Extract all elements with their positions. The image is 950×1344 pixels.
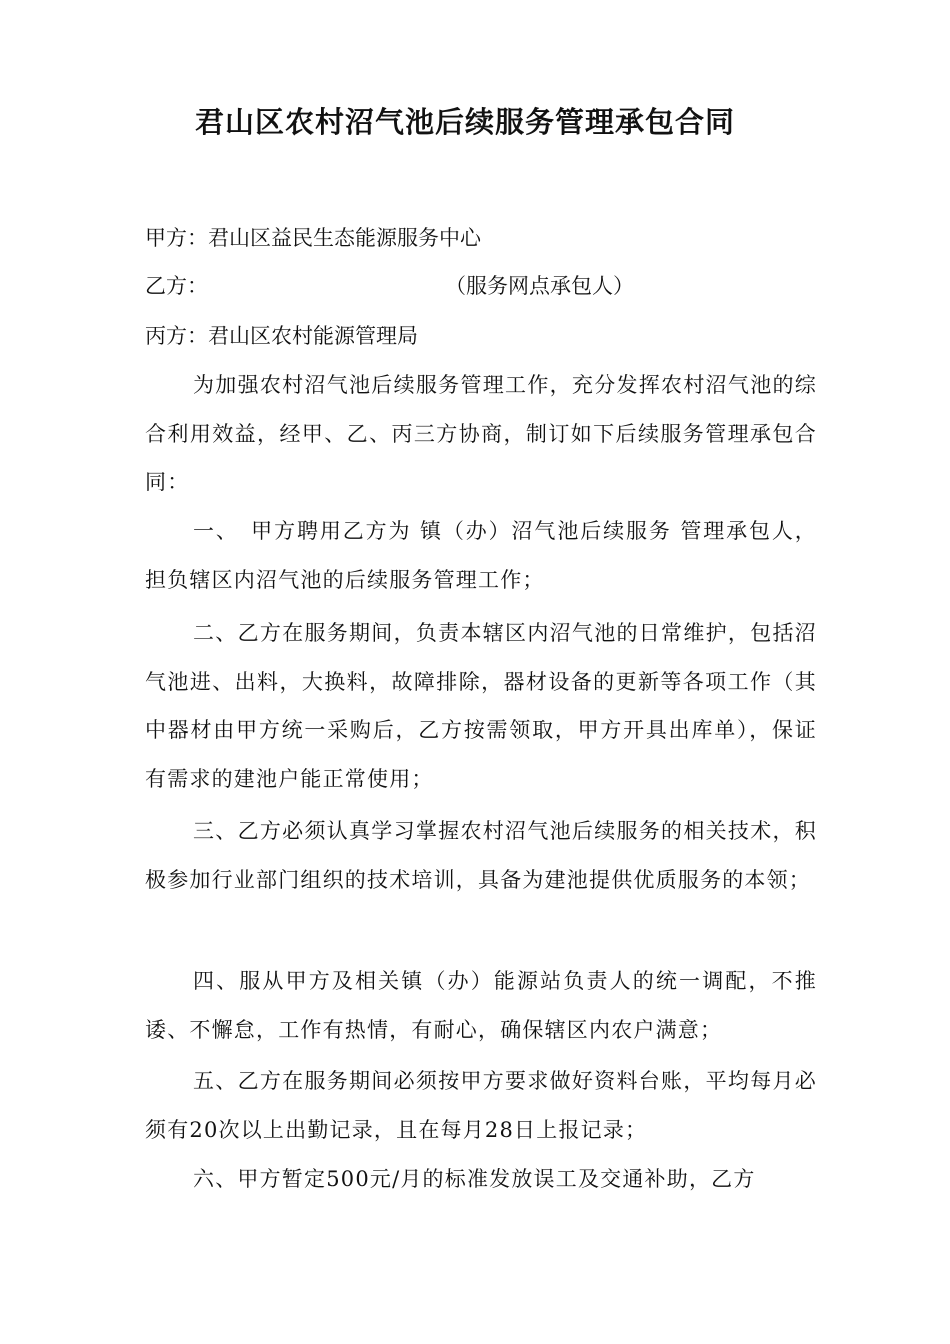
paragraph-clause-2: 二、乙方在服务期间，负责本辖区内沼气池的日常维护，包括沼气池进、出料，大换料，故障排除，器材设备的更新等各项工作（其中器材由甲方统一采购后，乙方按需领取，甲方开具出库单），保证有需求的建池户能正常使用； <box>145 621 817 791</box>
paragraph-preamble: 为加强农村沼气池后续服务管理工作，充分发挥农村沼气池的综合利用效益，经甲、乙、丙三方协商，制订如下后续服务管理承包合同： <box>145 373 817 494</box>
party-b-note: （服务网点承包人） <box>445 274 634 298</box>
party-b-label: 乙方： <box>145 274 208 298</box>
paragraph-clause-1: 一、 甲方聘用乙方为 镇（办）沼气池后续服务 管理承包人，担负辖区内沼气池的后续服务管理工作； <box>145 519 817 592</box>
paragraph-clause-6: 六、甲方暂定500元/月的标准发放误工及交通补助，乙方 <box>193 1167 756 1191</box>
party-a-line: 甲方：君山区益民生态能源服务中心 <box>145 226 481 250</box>
paragraph-clause-5: 五、乙方在服务期间必须按甲方要求做好资料台账，平均每月必须有20次以上出勤记录，且在每月28日上报记录； <box>145 1069 817 1142</box>
paragraph-clause-3: 三、乙方必须认真学习掌握农村沼气池后续服务的相关技术，积极参加行业部门组织的技术培训，具备为建池提供优质服务的本领； <box>145 819 817 892</box>
party-c-line: 丙方：君山区农村能源管理局 <box>145 324 418 348</box>
document-title: 君山区农村沼气池后续服务管理承包合同 <box>194 105 735 139</box>
paragraph-clause-4: 四、服从甲方及相关镇（办）能源站负责人的统一调配，不推诿、不懈怠，工作有热情，有耐心，确保辖区内农户满意； <box>145 969 817 1042</box>
party-b-line <box>145 271 817 301</box>
